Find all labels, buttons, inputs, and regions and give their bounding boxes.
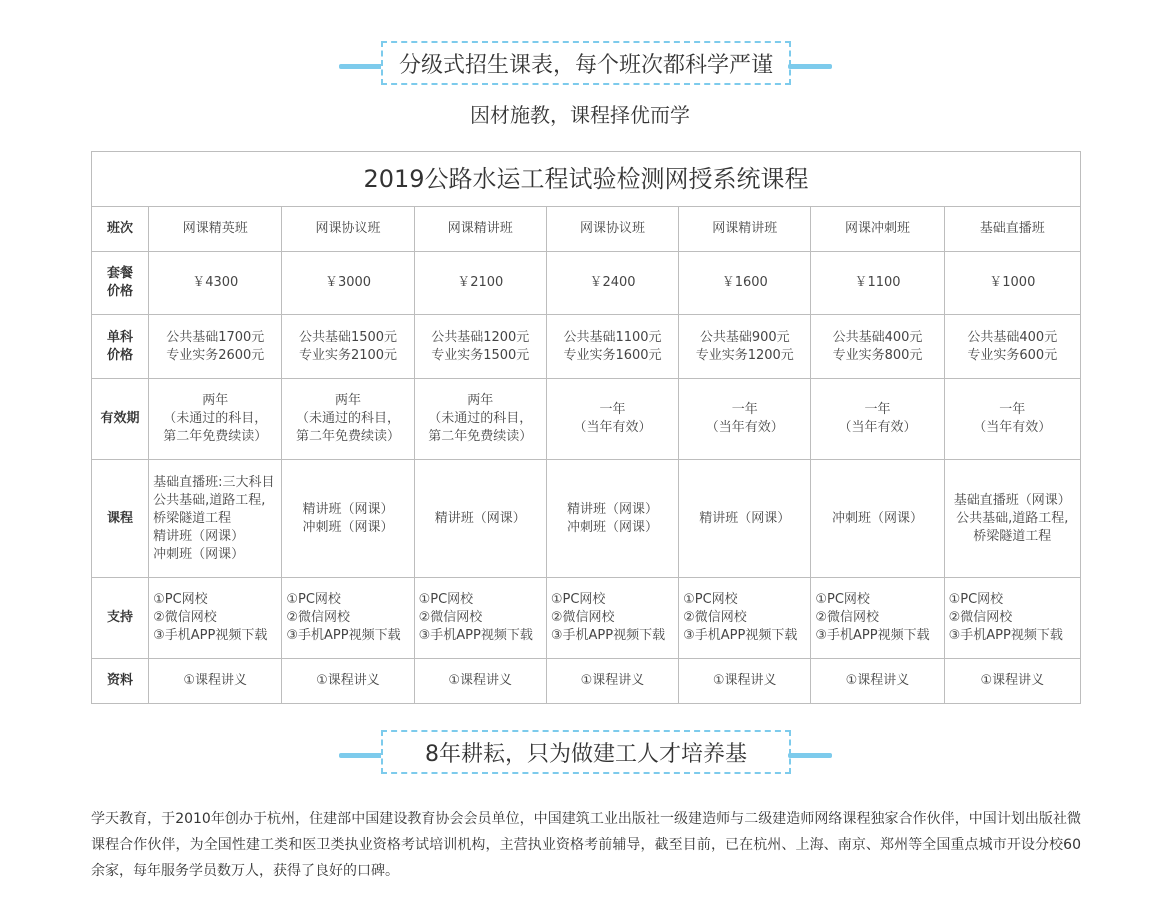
cell-class: 网课协议班: [282, 207, 414, 252]
cell-course: 基础直播班:三大科目 公共基础,道路工程, 桥梁隧道工程 精讲班（网课） 冲刺班（网课）: [149, 460, 282, 578]
cell-course: 精讲班（网课）: [414, 460, 546, 578]
cell-class: 网课协议班: [546, 207, 678, 252]
cell-course: 基础直播班（网课） 公共基础,道路工程, 桥梁隧道工程: [944, 460, 1080, 578]
cell-support: ①PC网校 ②微信网校 ③手机APP视频下载: [149, 578, 282, 659]
banner-right-line: [788, 64, 832, 69]
cell-course: 冲刺班（网课）: [811, 460, 944, 578]
cell-validity: 两年 （未通过的科目， 第二年免费续读）: [282, 379, 414, 460]
cell-validity: 一年 （当年有效）: [944, 379, 1080, 460]
cell-course: 精讲班（网课）: [679, 460, 811, 578]
cell-validity: 两年 （未通过的科目， 第二年免费续读）: [414, 379, 546, 460]
cell-class: 网课精讲班: [414, 207, 546, 252]
row-package-price: [92, 252, 1081, 315]
cell-single-price: 公共基础1100元 专业实务1600元: [546, 315, 678, 379]
cell-package-price: ￥2400: [546, 252, 678, 315]
cell-package-price: ￥1600: [679, 252, 811, 315]
row-course: [92, 460, 1081, 578]
row-single-price: [92, 315, 1081, 379]
cell-material: ①课程讲义: [944, 659, 1080, 704]
row-validity: [92, 379, 1081, 460]
cell-class: 网课冲刺班: [811, 207, 944, 252]
cell-material: ①课程讲义: [414, 659, 546, 704]
cell-single-price: 公共基础1200元 专业实务1500元: [414, 315, 546, 379]
banner-left-line: [339, 64, 385, 69]
section-banner-about: [0, 730, 1160, 780]
section-subtitle: 因材施教，课程择优而学: [470, 103, 690, 127]
cell-support: ①PC网校 ②微信网校 ③手机APP视频下载: [944, 578, 1080, 659]
cell-package-price: ￥1000: [944, 252, 1080, 315]
cell-support: ①PC网校 ②微信网校 ③手机APP视频下载: [414, 578, 546, 659]
table-title: 2019公路水运工程试验检测网授系统课程: [92, 152, 1081, 207]
banner-title: 8年耕耘，只为做建工人才培养基: [381, 730, 791, 774]
cell-class: 网课精讲班: [679, 207, 811, 252]
cell-single-price: 公共基础400元 专业实务600元: [944, 315, 1080, 379]
cell-class: 网课精英班: [149, 207, 282, 252]
section-banner-schedule: [0, 41, 1160, 91]
row-header-single-price: 单科 价格: [92, 315, 149, 379]
cell-material: ①课程讲义: [149, 659, 282, 704]
cell-validity: 一年 （当年有效）: [679, 379, 811, 460]
row-header-validity: 有效期: [92, 379, 149, 460]
banner-left-line: [339, 753, 385, 758]
row-material: [92, 659, 1081, 704]
cell-validity: 一年 （当年有效）: [546, 379, 678, 460]
cell-single-price: 公共基础900元 专业实务1200元: [679, 315, 811, 379]
cell-support: ①PC网校 ②微信网校 ③手机APP视频下载: [679, 578, 811, 659]
row-class: [92, 207, 1081, 252]
cell-support: ①PC网校 ②微信网校 ③手机APP视频下载: [811, 578, 944, 659]
row-header-class: 班次: [92, 207, 149, 252]
cell-package-price: ￥3000: [282, 252, 414, 315]
cell-validity: 一年 （当年有效）: [811, 379, 944, 460]
row-header-course: 课程: [92, 460, 149, 578]
row-header-package-price: 套餐 价格: [92, 252, 149, 315]
cell-material: ①课程讲义: [679, 659, 811, 704]
cell-material: ①课程讲义: [811, 659, 944, 704]
cell-single-price: 公共基础1700元 专业实务2600元: [149, 315, 282, 379]
cell-support: ①PC网校 ②微信网校 ③手机APP视频下载: [546, 578, 678, 659]
cell-single-price: 公共基础1500元 专业实务2100元: [282, 315, 414, 379]
row-header-support: 支持: [92, 578, 149, 659]
banner-title: 分级式招生课表，每个班次都科学严谨: [381, 41, 791, 85]
cell-material: ①课程讲义: [546, 659, 678, 704]
row-support: [92, 578, 1081, 659]
cell-package-price: ￥1100: [811, 252, 944, 315]
row-header-material: 资料: [92, 659, 149, 704]
cell-support: ①PC网校 ②微信网校 ③手机APP视频下载: [282, 578, 414, 659]
cell-validity: 两年 （未通过的科目， 第二年免费续读）: [149, 379, 282, 460]
cell-single-price: 公共基础400元 专业实务800元: [811, 315, 944, 379]
cell-material: ①课程讲义: [282, 659, 414, 704]
cell-package-price: ￥4300: [149, 252, 282, 315]
banner-right-line: [788, 753, 832, 758]
cell-course: 精讲班（网课） 冲刺班（网课）: [546, 460, 678, 578]
cell-class: 基础直播班: [944, 207, 1080, 252]
course-table: [91, 151, 1081, 704]
intro-paragraph: 学天教育，于2010年创办于杭州，住建部中国建设教育协会会员单位，中国建筑工业出版社一级建造师与二级建造师网络课程独家合作伙伴，中国计划出版社微课程合作伙伴，为全国性建工类和医卫类执业资格考试培训机构，主营执业资格考前辅导，截至目前，已在杭州、上海、南京、郑州等全国重点城市开设分校60余家，每年服务学员数万人，获得了良好的口碑。: [91, 811, 1081, 879]
cell-package-price: ￥2100: [414, 252, 546, 315]
cell-course: 精讲班（网课） 冲刺班（网课）: [282, 460, 414, 578]
